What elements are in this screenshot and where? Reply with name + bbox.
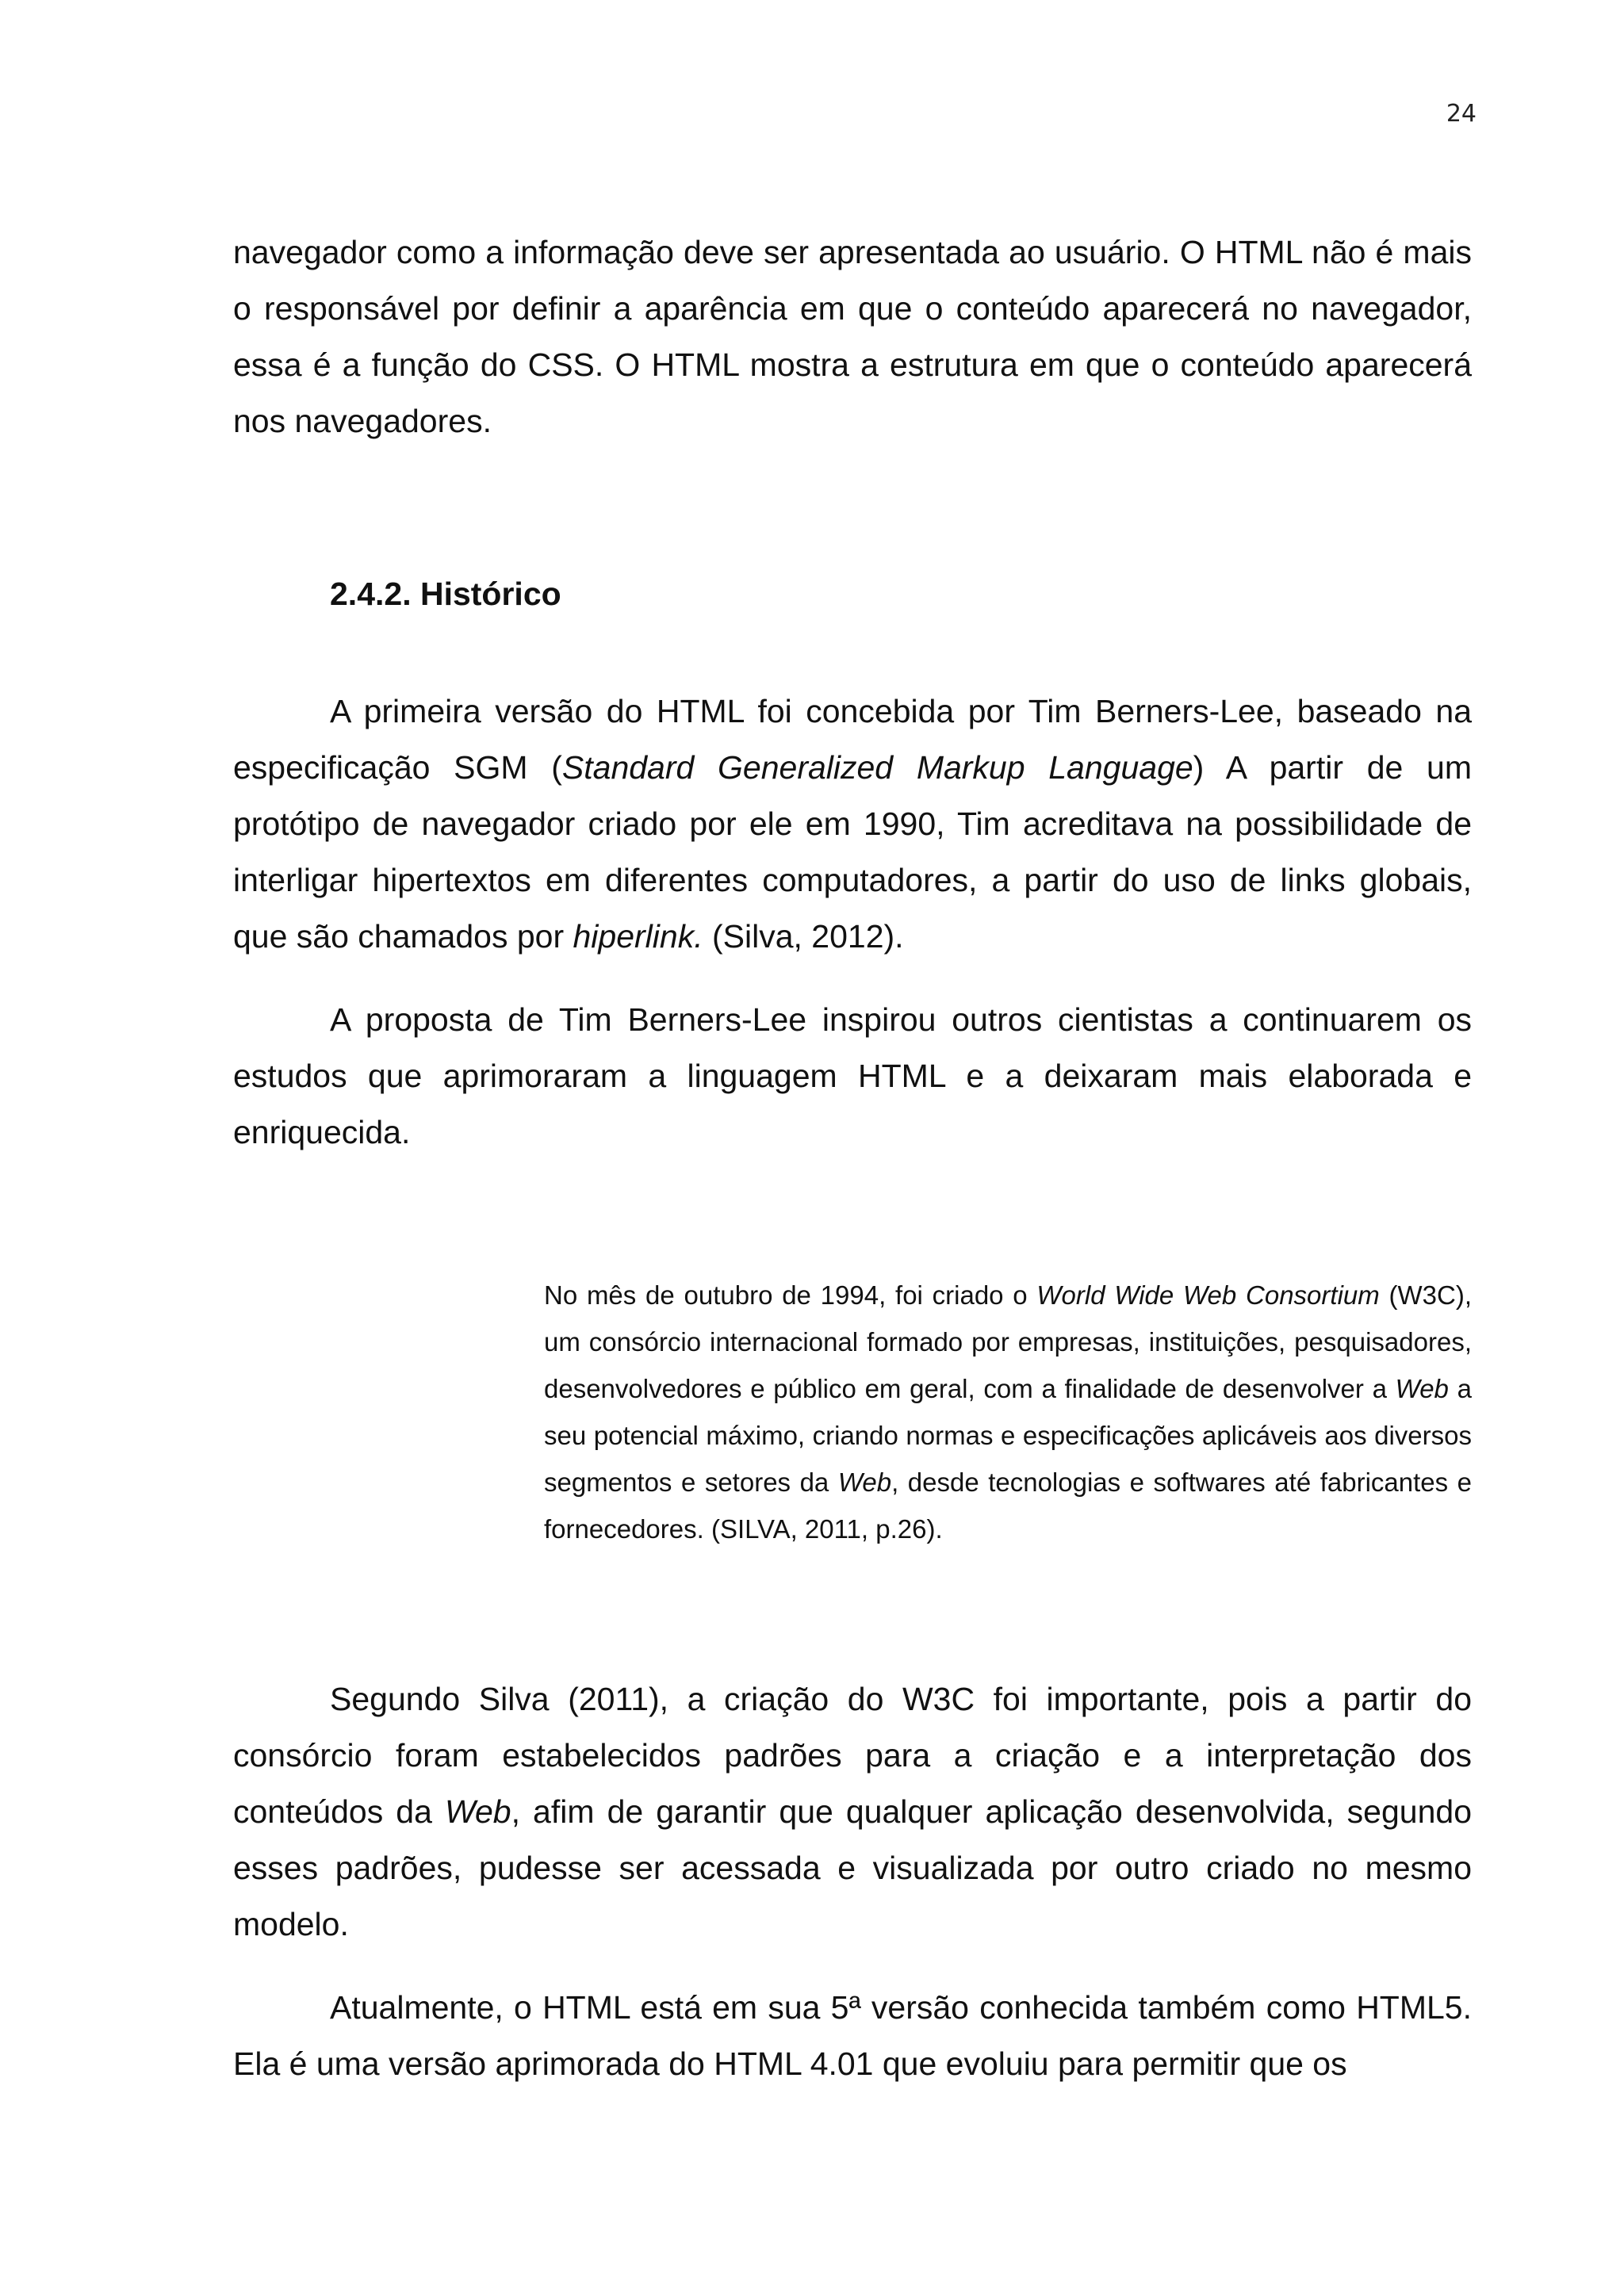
p1-text-e: (Silva, 2012). — [703, 918, 904, 955]
paragraph-w3c-importance — [233, 1671, 1472, 1953]
p1-italic-sgml: Standard Generalized Markup Language — [561, 749, 1193, 786]
p3-italic-web: Web — [445, 1793, 511, 1830]
quote-text-e: a seu potencial máximo, criando normas e especificações aplicáveis aos diversos segmentos e setores da — [544, 1374, 1472, 1497]
quote-text-a: No mês de outubro de 1994, foi criado o — [544, 1280, 1037, 1310]
history-paragraphs — [233, 683, 1472, 1161]
quote-italic-web-2: Web — [837, 1468, 892, 1497]
p1-italic-hiperlink: hiperlink. — [573, 918, 703, 955]
page-number: 24 — [1446, 100, 1477, 128]
p1-text-a: A primeira versão do HTML foi concebida por Tim Berners-Lee, baseado na especificação SGM ( — [233, 693, 1472, 786]
paragraph-first-version — [233, 683, 1472, 965]
section-heading: 2.4.2. Histórico — [330, 576, 561, 612]
p3-text-c: , afim de garantir que qualquer aplicação desenvolvida, segundo esses padrões, pudesse ser acessada e visualizada por outro criado no mesmo modelo. — [233, 1793, 1472, 1942]
quote-text-g: , desde tecnologias e softwares até fabricantes e fornecedores. (SILVA, 2011, p.26). — [544, 1468, 1473, 1544]
block-quote — [544, 1272, 1472, 1552]
quote-italic-web-1: Web — [1395, 1374, 1449, 1403]
paragraph-proposal: A proposta de Tim Berners-Lee inspirou outros cientistas a continuarem os estudos que aprimoraram a linguagem HTML e a deixaram mais elaborada e enriquecida. — [233, 1001, 1472, 1150]
p3-text-a: Segundo Silva (2011), a criação do W3C foi importante, pois a partir do consórcio foram estabelecidos padrões para a criação e a interpretação dos conteúdos da — [233, 1681, 1472, 1830]
p1-text-c: ) A partir de um protótipo de navegador criado por ele em 1990, Tim acreditava na possibilidade de interligar hipertextos em diferentes computadores, a partir do uso de links globais, que são chamados por — [233, 749, 1472, 955]
intro-paragraph-block — [233, 224, 1472, 450]
closing-paragraphs — [233, 1671, 1472, 2092]
quote-text-c: (W3C), um consórcio internacional formado por empresas, instituições, pesquisadores, desenvolvedores e público em geral, com a finalidade de desenvolver a — [544, 1280, 1472, 1403]
quote-italic-w3c: World Wide Web Consortium — [1036, 1280, 1380, 1310]
intro-paragraph: navegador como a informação deve ser apresentada ao usuário. O HTML não é mais o responsável por definir a aparência em que o conteúdo aparecerá no navegador, essa é a função do CSS. O HTML mostra a estrutura em que o conteúdo aparecerá nos navegadores. — [233, 234, 1472, 439]
paragraph-html5: Atualmente, o HTML está em sua 5ª versão conhecida também como HTML5. Ela é uma versão aprimorada do HTML 4.01 que evoluiu para permitir que os — [233, 1989, 1472, 2082]
